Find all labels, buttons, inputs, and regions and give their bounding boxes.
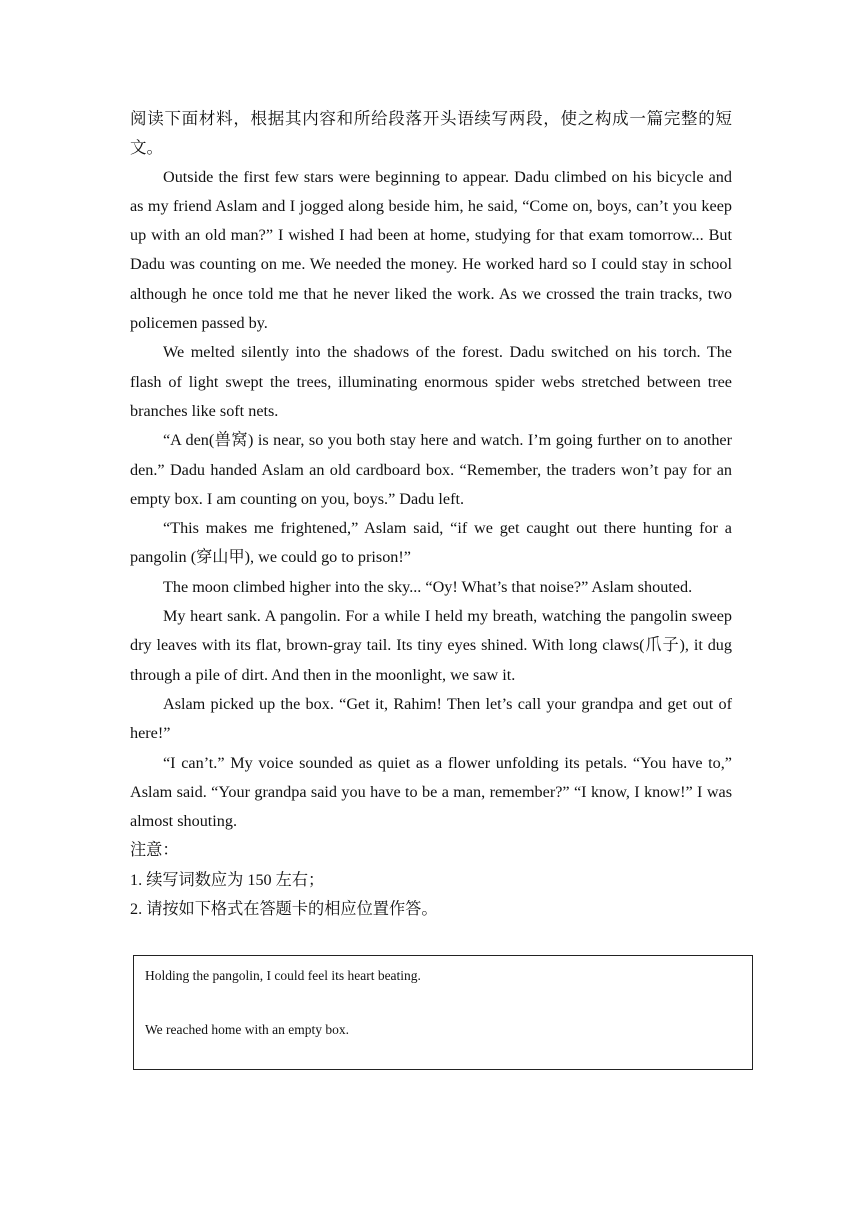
story-paragraph-4: “This makes me frightened,” Aslam said, “if we get caught out there hunting for a pangolin (穿山甲), we could go to prison!” [130,519,732,567]
story-paragraph-7: Aslam picked up the box. “Get it, Rahim! Then let’s call your grandpa and get out of here!” [130,694,732,743]
note-item-2: 2. 请按如下格式在答题卡的相应位置作答。 [130,900,438,919]
story-paragraph-6: My heart sank. A pangolin. For a while I held my breath, watching the pangolin sweep dry leaves with its flat, brown-gray tail. Its tiny eyes shined. With long claws(爪子), it dug through a pile of dirt. And then in the moonlight, we saw it. [130,607,732,684]
task-instruction: 阅读下面材料，根据其内容和所给段落开头语续写两段，使之构成一篇完整的短文。 [130,109,732,158]
document-body [130,104,732,924]
story-paragraph-5: The moon climbed higher into the sky... “Oy! What’s that noise?” Aslam shouted. [163,577,693,596]
story-paragraph-1: Outside the first few stars were beginning to appear. Dadu climbed on his bicycle and as my friend Aslam and I jogged along beside him, he said, “Come on, boys, can’t you keep up with an old man?” I wished I had been at home, studying for that exam tomorrow... But Dadu was counting on me. We needed the money. He worked hard so I could stay in school although he once told me that he never liked the work. As we crossed the train tracks, two policemen passed by. [130,167,732,333]
answer-opening-line-2: We reached home with an empty box. [145,1022,349,1037]
answer-format-box [133,955,753,1070]
notes-heading: 注意： [130,841,179,860]
note-item-1: 1. 续写词数应为 150 左右； [130,870,325,889]
story-paragraph-2: We melted silently into the shadows of the forest. Dadu switched on his torch. The flash of light swept the trees, illuminating enormous spider webs stretched between tree branches like soft nets. [130,343,732,420]
answer-opening-line-1: Holding the pangolin, I could feel its heart beating. [145,968,421,983]
story-paragraph-3: “A den(兽窝) is near, so you both stay here and watch. I’m going further on to another den.” Dadu handed Aslam an old cardboard box. “Remember, the traders won’t pay for an empty box. I am counting on you, boys.” Dadu left. [130,431,732,508]
story-paragraph-8: “I can’t.” My voice sounded as quiet as a flower unfolding its petals. “You have to,” Aslam said. “Your grandpa said you have to be a man, remember?” “I know, I know!” I was almost shouting. [130,753,732,831]
